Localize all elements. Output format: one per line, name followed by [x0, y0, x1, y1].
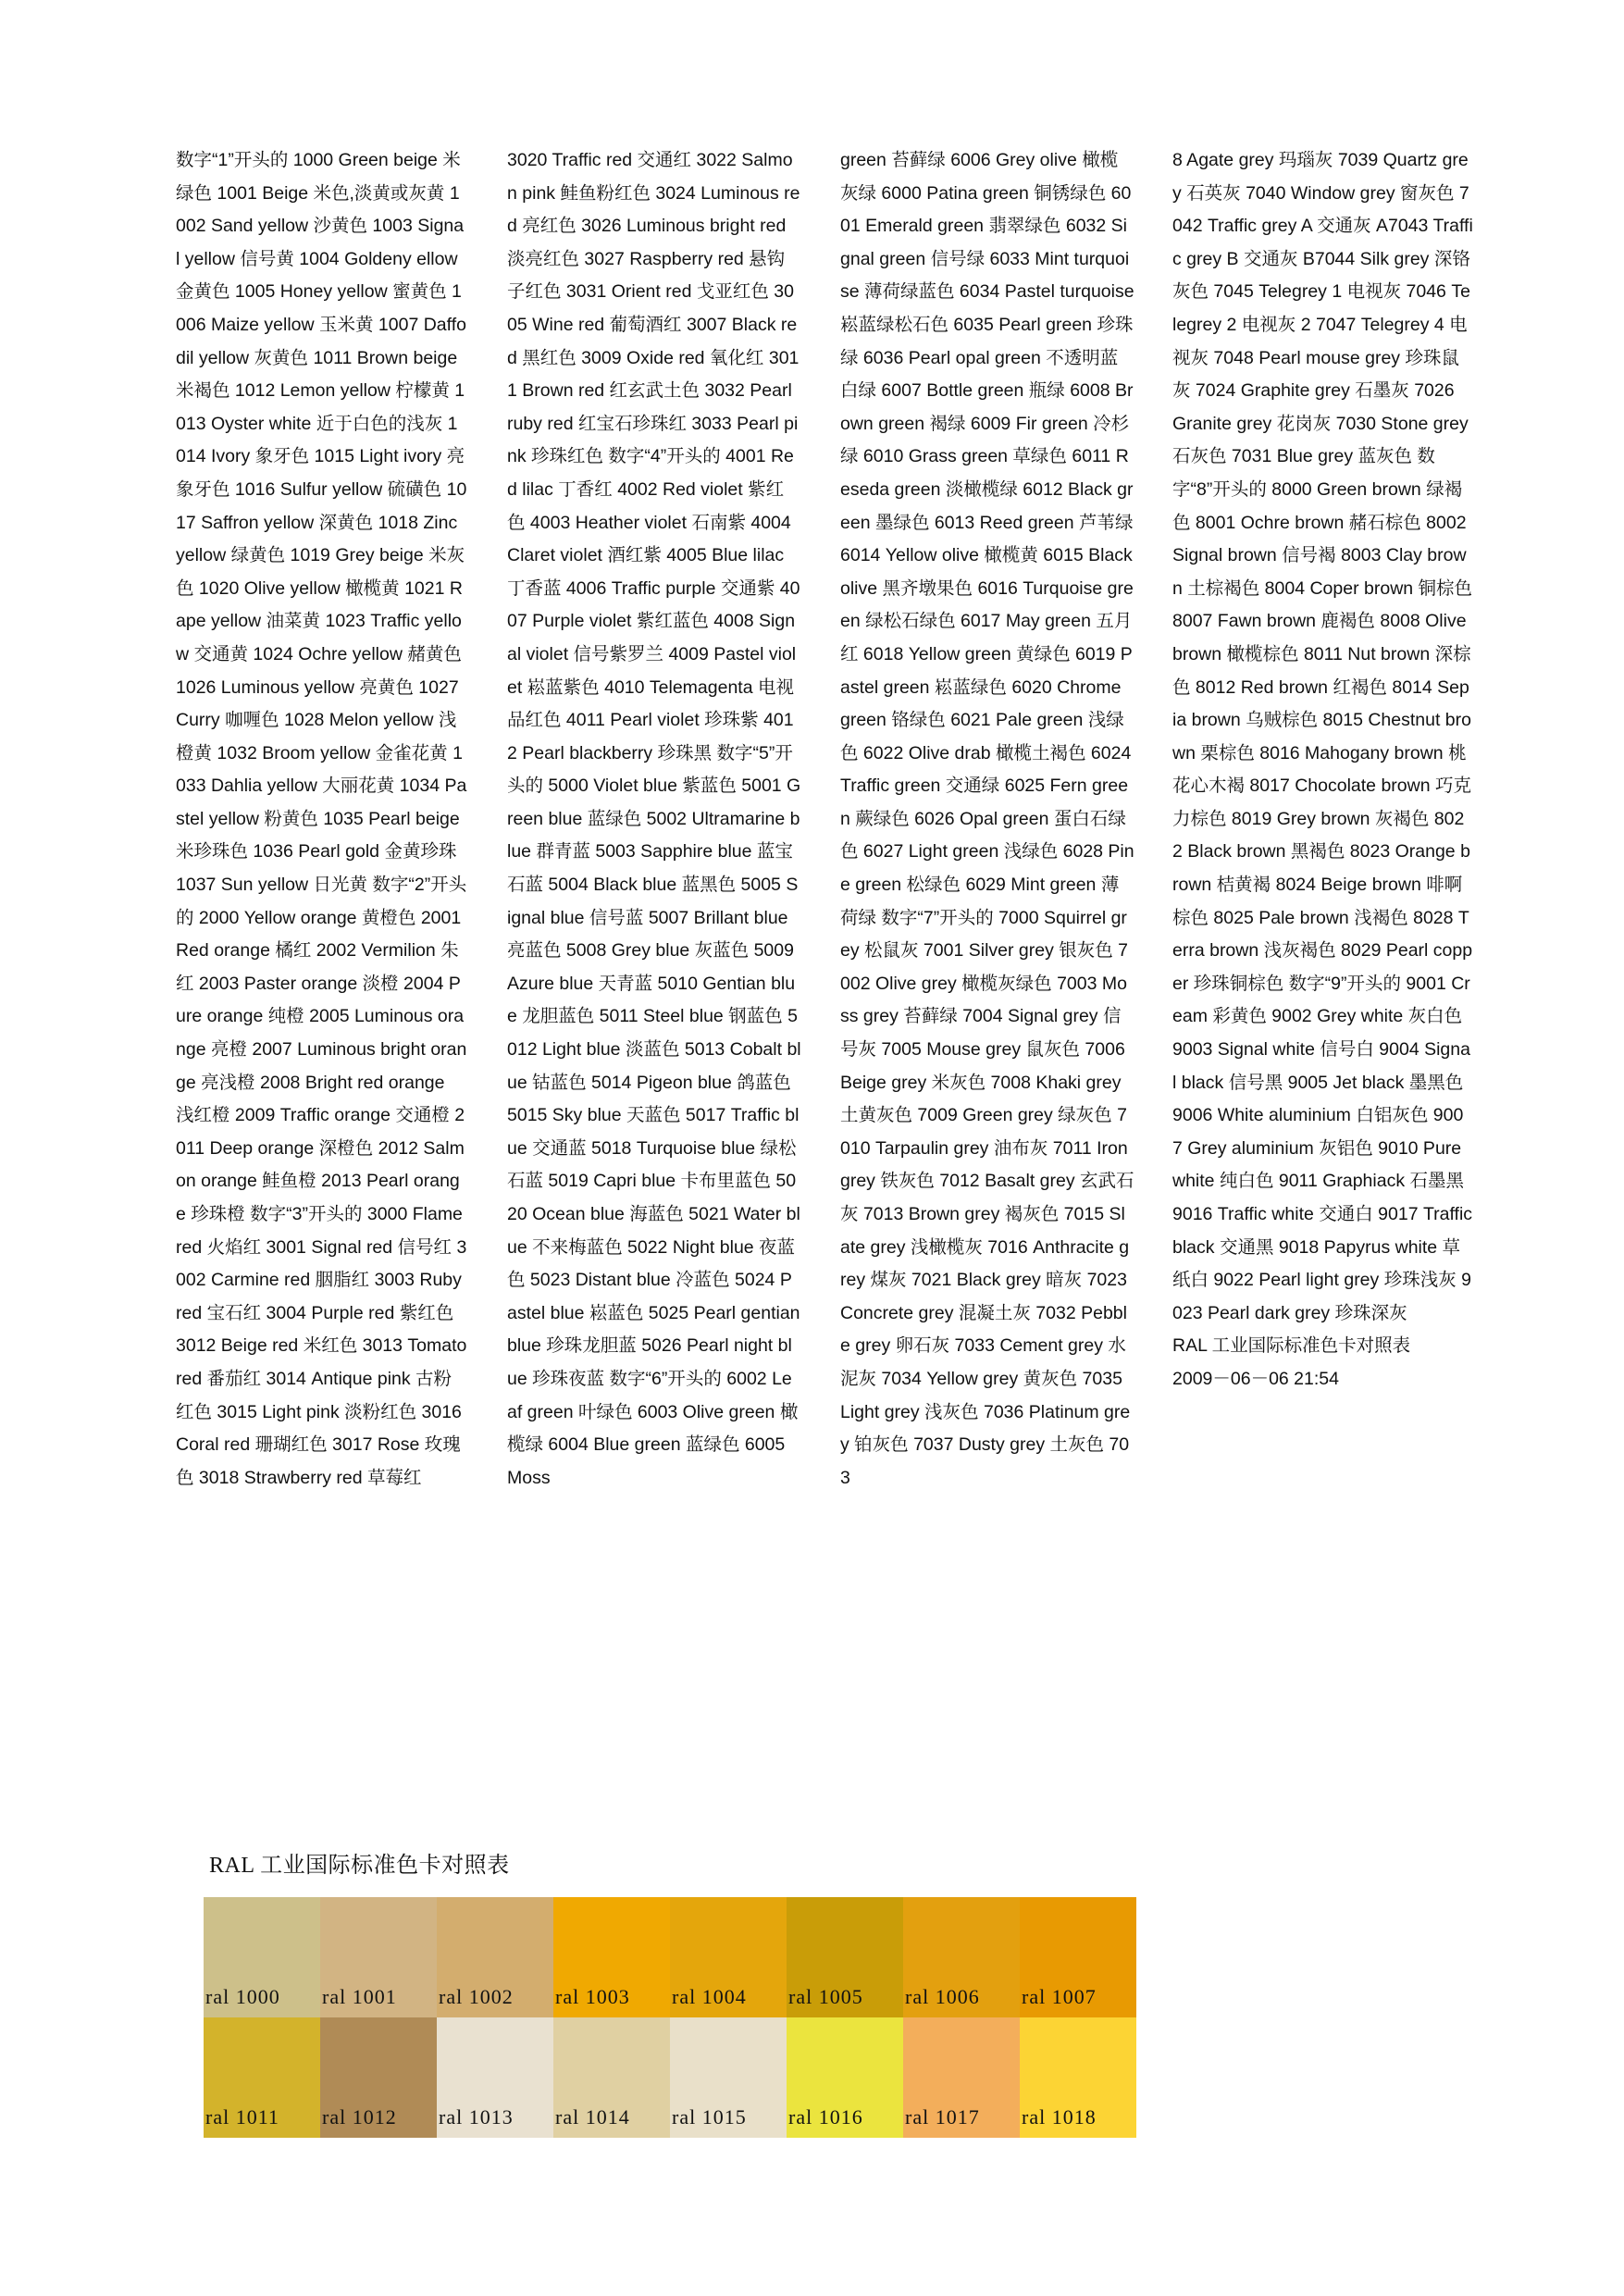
swatch-label: ral 1000	[205, 1985, 280, 2008]
swatch-label: ral 1002	[439, 1985, 514, 2008]
text-column-4	[1172, 144, 1473, 1396]
color-swatch	[903, 2017, 1020, 2138]
swatch-label: ral 1006	[905, 1985, 980, 2008]
color-swatch-table	[204, 1897, 1136, 2138]
color-swatch	[1020, 1897, 1136, 2017]
color-swatch	[553, 1897, 670, 2017]
swatch-label: ral 1012	[322, 2105, 397, 2128]
swatch-label: ral 1004	[672, 1985, 747, 2008]
swatch-label: ral 1013	[439, 2105, 514, 2128]
color-swatch	[1020, 2017, 1136, 2138]
color-swatch	[320, 1897, 437, 2017]
text-column-4-body: 8 Agate grey 玛瑙灰 7039 Quartz grey 石英灰 7040 Window grey 窗灰色 7042 Traffic grey A 交通灰 A7043 Traffic grey B 交通灰 B7044 Silk grey 深铬灰色 7045 Telegrey 1 电视灰 7046 Telegrey 2 电视灰 2 7047 Telegrey 4 电视灰 7048 Pearl mouse grey 珍珠鼠灰 7024 Graphite grey 石墨灰 7026 Granite grey 花岗灰 7030 Stone grey 石灰色 7031 Blue grey 蓝灰色 数字“8”开头的 8000 Green brown 绿褐色 8001 Ochre brown 赭石棕色 8002 Signal brown 信号褐 8003 Clay brown 土棕褐色 8004 Coper brown 铜棕色 8007 Fawn brown 鹿褐色 8008 Olive brown 橄榄棕色 8011 Nut brown 深棕色 8012 Red brown 红褐色 8014 Sepia brown 乌贼棕色 8015 Chestnut brown 栗棕色 8016 Mahogany brown 桃花心木褐 8017 Chocolate brown 巧克力棕色 8019 Grey brown 灰褐色 8022 Black brown 黑褐色 8023 Orange brown 桔黄褐 8024 Beige brown 啡啊棕色 8025 Pale brown 浅褐色 8028 Terra brown 浅灰褐色 8029 Pearl copper 珍珠铜棕色 数字“9”开头的 9001 Cream 彩黄色 9002 Grey white 灰白色 9003 Signal white 信号白 9004 Signal black 信号黑 9005 Jet black 墨黑色 9006 White aluminium 白铝灰色 9007 Grey aluminium 灰铝色 9010 Pure white 纯白色 9011 Graphiack 石墨黑 9016 Traffic white 交通白 9017 Traffic black 交通黑 9018 Papyrus white 草纸白 9022 Pearl light grey 珍珠浅灰 9023 Pearl dark grey 珍珠深灰	[1172, 150, 1473, 1323]
color-swatch	[553, 2017, 670, 2138]
swatch-label: ral 1011	[205, 2105, 279, 2128]
text-column-1: 数字“1”开头的 1000 Green beige 米绿色 1001 Beige 米色,淡黄或灰黄 1002 Sand yellow 沙黄色 1003 Signal yellow 信号黄 1004 Goldeny ellow 金黄色 1005 Honey yellow 蜜黄色 1006 Maize yellow 玉米黄 1007 Daffodil yellow 灰黄色 1011 Brown beige 米褐色 1012 Lemon yellow 柠檬黄 1013 Oyster white 近于白色的浅灰 1014 Ivory 象牙色 1015 Light ivory 亮象牙色 1016 Sulfur yellow 硫磺色 1017 Saffron yellow 深黄色 1018 Zinc yellow 绿黄色 1019 Grey beige 米灰色 1020 Olive yellow 橄榄黄 1021 Rape yellow 油菜黄 1023 Traffic yellow 交通黄 1024 Ochre yellow 赭黄色 1026 Luminous yellow 亮黄色 1027 Curry 咖喱色 1028 Melon yellow 浅橙黄 1032 Broom yellow 金雀花黄 1033 Dahlia yellow 大丽花黄 1034 Pastel yellow 粉黄色 1035 Pearl beige 米珍珠色 1036 Pearl gold 金黄珍珠 1037 Sun yellow 日光黄 数字“2”开头的 2000 Yellow orange 黄橙色 2001 Red orange 橘红 2002 Vermilion 朱红 2003 Paster orange 淡橙 2004 Pure orange 纯橙 2005 Luminous orange 亮橙 2007 Luminous bright orange 亮浅橙 2008 Bright red orange 浅红橙 2009 Traffic orange 交通橙 2011 Deep orange 深橙色 2012 Salmon orange 鲑鱼橙 2013 Pearl orange 珍珠橙 数字“3”开头的 3000 Flame red 火焰红 3001 Signal red 信号红 3002 Carmine red 胭脂红 3003 Ruby red 宝石红 3004 Purple red 紫红色 3012 Beige red 米红色 3013 Tomato red 番茄红 3014 Antique pink 古粉红色 3015 Light pink 淡粉红色 3016 Coral red 珊瑚红色 3017 Rose 玫瑰色 3018 Strawberry red 草莓红	[176, 150, 467, 1488]
swatch-row	[204, 1897, 1136, 2017]
text-column-3: green 苔藓绿 6006 Grey olive 橄榄灰绿 6000 Patina green 铜锈绿色 6001 Emerald green 翡翠绿色 6032 Signal green 信号绿 6033 Mint turquoise 薄荷绿蓝色 6034 Pastel turquoise 崧蓝绿松石色 6035 Pearl green 珍珠绿 6036 Pearl opal green 不透明蓝白绿 6007 Bottle green 瓶绿 6008 Brown green 褐绿 6009 Fir green 冷杉绿 6010 Grass green 草绿色 6011 Reseda green 淡橄榄绿 6012 Black green 墨绿色 6013 Reed green 芦苇绿 6014 Yellow olive 橄榄黄 6015 Black olive 黑齐墩果色 6016 Turquoise green 绿松石绿色 6017 May green 五月红 6018 Yellow green 黄绿色 6019 Pastel green 崧蓝绿色 6020 Chrome green 铬绿色 6021 Pale green 浅绿色 6022 Olive drab 橄榄土褐色 6024 Traffic green 交通绿 6025 Fern green 蕨绿色 6026 Opal green 蛋白石绿色 6027 Light green 浅绿色 6028 Pine green 松绿色 6029 Mint green 薄荷绿 数字“7”开头的 7000 Squirrel grey 松鼠灰 7001 Silver grey 银灰色 7002 Olive grey 橄榄灰绿色 7003 Moss grey 苔藓绿 7004 Signal grey 信号灰 7005 Mouse grey 鼠灰色 7006 Beige grey 米灰色 7008 Khaki grey 土黄灰色 7009 Green grey 绿灰色 7010 Tarpaulin grey 油布灰 7011 Iron grey 铁灰色 7012 Basalt grey 玄武石灰 7013 Brown grey 褐灰色 7015 Slate grey 浅橄榄灰 7016 Anthracite grey 煤灰 7021 Black grey 暗灰 7023 Concrete grey 混凝土灰 7032 Pebble grey 卵石灰 7033 Cement grey 水泥灰 7034 Yellow grey 黄灰色 7035 Light grey 浅灰色 7036 Platinum grey 铂灰色 7037 Dusty grey 土灰色 703	[840, 150, 1134, 1488]
color-swatch	[670, 1897, 787, 2017]
swatch-label: ral 1016	[788, 2105, 863, 2128]
swatch-row	[204, 2017, 1136, 2138]
swatch-label: ral 1018	[1022, 2105, 1097, 2128]
footer-title: RAL 工业国际标准色卡对照表	[1172, 1335, 1411, 1357]
color-swatch	[437, 1897, 553, 2017]
footer-date: 2009－06－06 21:54	[1172, 1368, 1339, 1389]
text-column-2: 3020 Traffic red 交通红 3022 Salmon pink 鲑鱼粉红色 3024 Luminous red 亮红色 3026 Luminous bright red 淡亮红色 3027 Raspberry red 悬钩子红色 3031 Orient red 戈亚红色 3005 Wine red 葡萄酒红 3007 Black red 黑红色 3009 Oxide red 氧化红 3011 Brown red 红玄武土色 3032 Pearl ruby red 红宝石珍珠红 3033 Pearl pink 珍珠红色 数字“4”开头的 4001 Red lilac 丁香红 4002 Red violet 紫红色 4003 Heather violet 石南紫 4004 Claret violet 酒红紫 4005 Blue lilac 丁香蓝 4006 Traffic purple 交通紫 4007 Purple violet 紫红蓝色 4008 Signal violet 信号紫罗兰 4009 Pastel violet 崧蓝紫色 4010 Telemagenta 电视品红色 4011 Pearl violet 珍珠紫 4012 Pearl blackberry 珍珠黑 数字“5”开头的 5000 Violet blue 紫蓝色 5001 Green blue 蓝绿色 5002 Ultramarine blue 群青蓝 5003 Sapphire blue 蓝宝石蓝 5004 Black blue 蓝黑色 5005 Signal blue 信号蓝 5007 Brillant blue 亮蓝色 5008 Grey blue 灰蓝色 5009 Azure blue 天青蓝 5010 Gentian blue 龙胆蓝色 5011 Steel blue 钢蓝色 5012 Light blue 淡蓝色 5013 Cobalt blue 钴蓝色 5014 Pigeon blue 鸽蓝色 5015 Sky blue 天蓝色 5017 Traffic blue 交通蓝 5018 Turquoise blue 绿松石蓝 5019 Capri blue 卡布里蓝色 5020 Ocean blue 海蓝色 5021 Water blue 不来梅蓝色 5022 Night blue 夜蓝色 5023 Distant blue 冷蓝色 5024 Pastel blue 崧蓝色 5025 Pearl gentian blue 珍珠龙胆蓝 5026 Pearl night blue 珍珠夜蓝 数字“6”开头的 6002 Leaf green 叶绿色 6003 Olive green 橄榄绿 6004 Blue green 蓝绿色 6005 Moss	[507, 150, 801, 1488]
color-swatch	[787, 1897, 903, 2017]
swatch-label: ral 1007	[1022, 1985, 1097, 2008]
color-swatch	[903, 1897, 1020, 2017]
swatch-label: ral 1003	[555, 1985, 630, 2008]
swatch-label: ral 1014	[555, 2105, 630, 2128]
swatch-label: ral 1017	[905, 2105, 980, 2128]
color-swatch	[437, 2017, 553, 2138]
swatch-label: ral 1001	[322, 1985, 397, 2008]
color-swatch	[670, 2017, 787, 2138]
swatch-label: ral 1015	[672, 2105, 747, 2128]
color-swatch	[320, 2017, 437, 2138]
swatch-label: ral 1005	[788, 1985, 863, 2008]
color-swatch	[204, 1897, 320, 2017]
color-table-title: RAL 工业国际标准色卡对照表	[209, 1854, 510, 1878]
color-swatch	[204, 2017, 320, 2138]
color-swatch	[787, 2017, 903, 2138]
